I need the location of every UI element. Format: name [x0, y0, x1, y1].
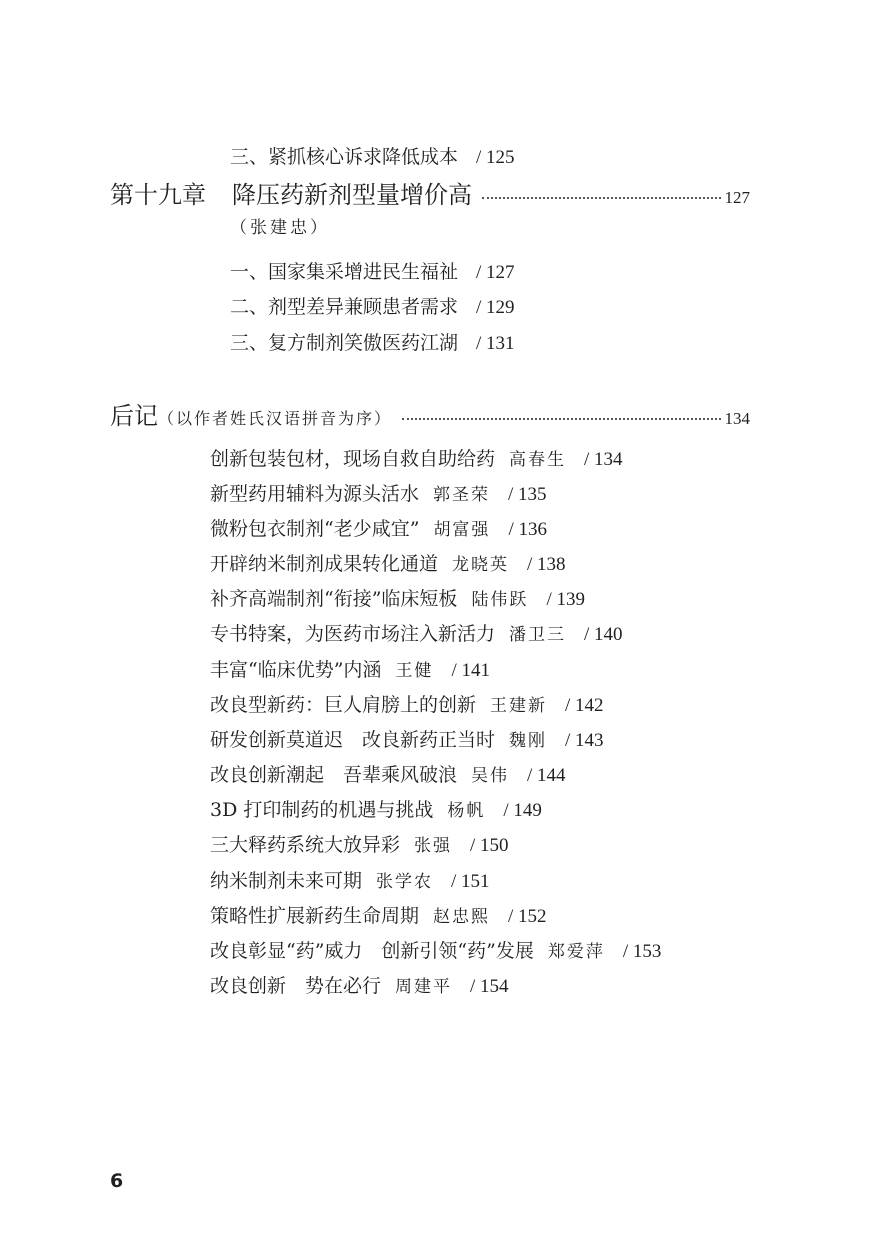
entry-page: / 139	[546, 589, 585, 610]
entry-author: 杨帆	[447, 801, 486, 821]
entry-author: 王建新	[490, 696, 548, 716]
section-title: 一、国家集采增进民生福祉	[230, 261, 459, 283]
toc-section-line	[230, 263, 515, 282]
entry-author: 潘卫三	[509, 625, 567, 645]
postscript-entry	[210, 836, 509, 855]
postscript-entry	[210, 766, 566, 785]
entry-author: 王健	[395, 661, 434, 681]
entry-page: / 151	[451, 871, 490, 892]
postscript-entry	[210, 450, 623, 469]
postscript-entry	[210, 731, 604, 750]
entry-page: / 135	[508, 484, 547, 505]
entry-author: 龙晓英	[452, 555, 510, 575]
entry-page: / 142	[565, 695, 604, 716]
postscript-entry	[210, 977, 509, 996]
chapter-page: 127	[724, 188, 750, 207]
entry-title: 改良创新潮起 吾辈乘风破浪	[210, 764, 458, 786]
postscript-entry	[210, 485, 547, 504]
entry-title: 改良创新 势在必行	[210, 975, 382, 997]
postscript-entry	[210, 625, 623, 644]
entry-title: 创新包装包材，现场自救自助给药	[210, 448, 496, 470]
entry-title: 专书特案，为医药市场注入新活力	[210, 623, 496, 645]
entry-author: 郭圣荣	[433, 485, 491, 505]
entry-title: 补齐高端制剂“衔接”临床短板	[210, 588, 458, 610]
chapter-author: （张建忠）	[230, 218, 330, 238]
section-page: / 131	[476, 333, 515, 354]
entry-author: 赵忠熙	[433, 907, 491, 927]
entry-title: 丰富“临床优势”内涵	[210, 659, 382, 681]
entry-page: / 149	[503, 800, 542, 821]
postscript-entry	[210, 555, 566, 574]
entry-title: 改良彰显“药”威力 创新引领“药”发展	[210, 940, 534, 962]
chapter-title: 降压药新剂型量增价高	[232, 181, 472, 209]
postscript-entry	[210, 801, 542, 820]
entry-page: / 144	[527, 765, 566, 786]
entry-page: / 134	[584, 449, 623, 470]
entry-author: 胡富强	[433, 520, 491, 540]
entry-page: / 152	[508, 906, 547, 927]
section-page: / 129	[476, 297, 515, 318]
section-title: 三、紧抓核心诉求降低成本	[230, 146, 459, 168]
dot-leader	[482, 197, 721, 199]
postscript-page: 134	[724, 409, 750, 428]
chapter-heading	[110, 183, 750, 207]
entry-title: 纳米制剂未来可期	[210, 870, 363, 892]
entry-page: / 140	[584, 624, 623, 645]
entry-title: 开辟纳米制剂成果转化通道	[210, 553, 439, 575]
entry-title: 3D 打印制药的机遇与挑战	[210, 799, 434, 821]
entry-author: 高春生	[509, 450, 567, 470]
entry-author: 吴伟	[471, 766, 510, 786]
section-title: 二、剂型差异兼顾患者需求	[230, 296, 459, 318]
postscript-entry	[210, 696, 604, 715]
section-page: / 127	[476, 262, 515, 283]
toc-section-line	[230, 148, 515, 167]
postscript-entry	[210, 907, 547, 926]
page-number: 6	[110, 1170, 124, 1192]
entry-title: 研发创新莫道迟 改良新药正当时	[210, 729, 496, 751]
dot-leader	[402, 418, 720, 420]
entry-author: 魏刚	[509, 731, 548, 751]
postscript-entry	[210, 590, 585, 609]
entry-page: / 141	[451, 660, 490, 681]
entry-title: 策略性扩展新药生命周期	[210, 905, 420, 927]
entry-author: 张强	[414, 836, 453, 856]
postscript-entry	[210, 872, 490, 891]
postscript-note: （以作者姓氏汉语拼音为序）	[158, 409, 393, 428]
postscript-entry	[210, 661, 490, 680]
entry-title: 新型药用辅料为源头活水	[210, 483, 420, 505]
entry-page: / 143	[565, 730, 604, 751]
postscript-title: 后记	[110, 402, 158, 430]
entry-title: 微粉包衣制剂“老少咸宜”	[210, 518, 420, 540]
toc-section-line	[230, 298, 515, 317]
entry-title: 三大释药系统大放异彩	[210, 834, 401, 856]
postscript-heading	[110, 404, 750, 428]
postscript-entry	[210, 942, 661, 961]
entry-author: 郑爱萍	[547, 942, 605, 962]
entry-author: 陆伟跃	[471, 590, 529, 610]
entry-page: / 154	[470, 976, 509, 997]
entry-author: 周建平	[395, 977, 453, 997]
entry-page: / 136	[508, 519, 547, 540]
toc-section-line	[230, 334, 515, 353]
section-title: 三、复方制剂笑傲医药江湖	[230, 332, 459, 354]
entry-title: 改良型新药：巨人肩膀上的创新	[210, 694, 477, 716]
postscript-entry	[210, 520, 547, 539]
entry-page: / 138	[527, 554, 566, 575]
chapter-number: 第十九章	[110, 181, 206, 209]
entry-author: 张学农	[376, 872, 434, 892]
entry-page: / 153	[622, 941, 662, 962]
section-page: / 125	[476, 147, 515, 168]
entry-page: / 150	[470, 835, 509, 856]
